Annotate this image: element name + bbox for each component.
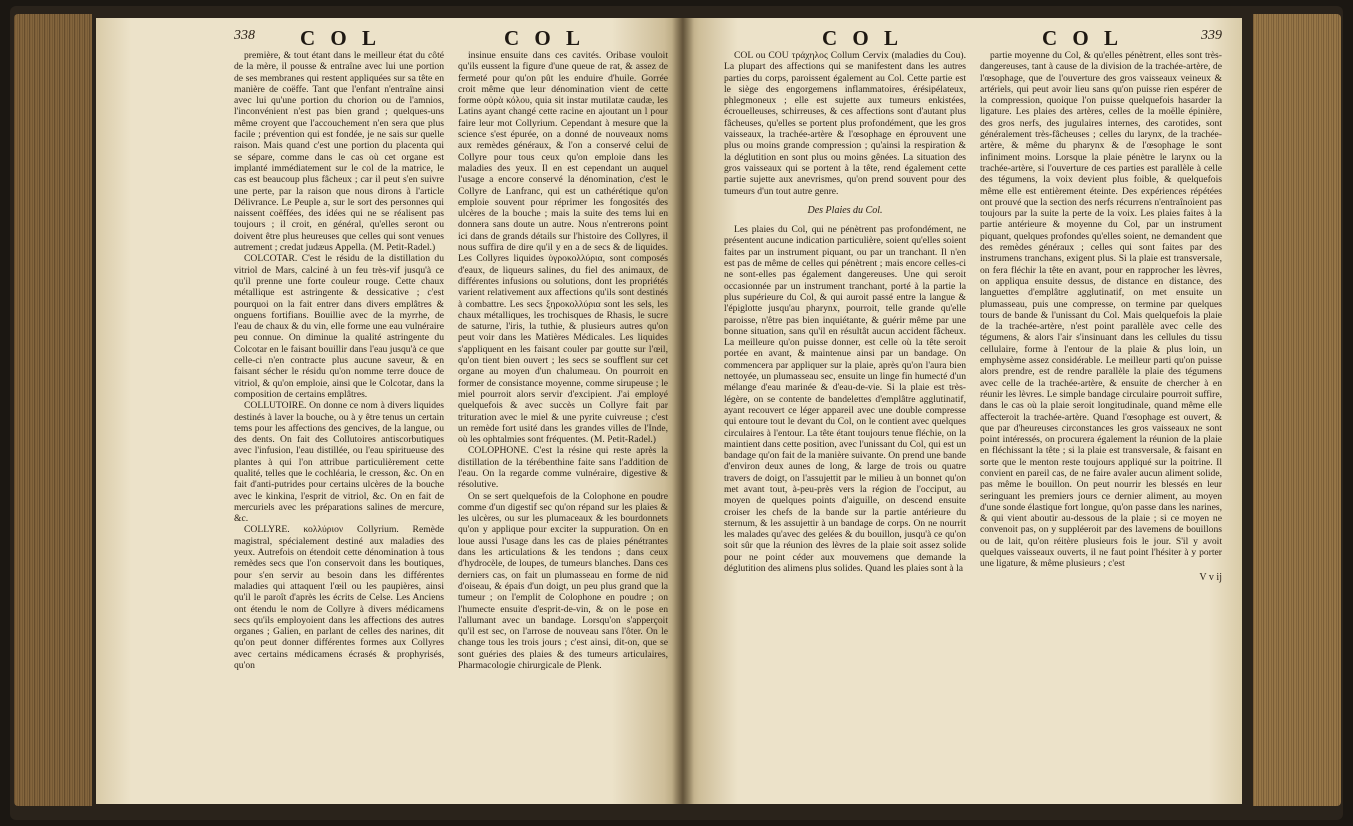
page-edges-right bbox=[1253, 14, 1341, 806]
book-gutter bbox=[672, 18, 694, 804]
section-heading: Des Plaies du Col. bbox=[807, 204, 883, 216]
running-head-title: C O L bbox=[822, 26, 904, 50]
paragraph: première, & tout étant dans le meilleur état du côté de la mère, il pousse & entraîne avec lui une portion de ses membranes qui restent appliquées sur sa tête en manière de coëffe. Tant que l'enfant n'entraîne ainsi avec lui qu'une portion du chorion ou de l'amnios, l'inconvénient n'est pas bien grand ; quelques-uns même croyent que l'accouchement n'en sera que plus facile ; prévention qui est fondée, je ne sais sur quelle raison. Mais quand c'est une portion du placenta qui se sépare, comme dans le cas où cet organe est implanté immédiatement sur le col de la matrice, le cas est beaucoup plus fâcheux ; car il peut s'en suivre une perte, par la raison que nous dirons à l'article Délivrance. Le Peuple a, sur le sort des personnes qui naissent coëffées, des idées qui ne se réalisent pas toujours ; il croit, en général, qu'elles seront ou doivent être plus heureuses que celles qui sont venues autrement ; credat judæus Appella. (M. Petit-Radel.) bbox=[234, 50, 444, 254]
paragraph: COL ou COU τράχηλος Collum Cervix (maladies du Cou). La plupart des affections qui se manifestent dans les autres parties du corps, paroissent également au Col. Cette partie est le siège des engorgemens inflammatoires, érésipélateux, phlegmoneux ; elle est sujette aux tumeurs enkistées, écrouelleuses, schirreuses, & ces affections sont d'autant plus fâcheuses, qu'elles se portent plus profondément, que les gros vaisseaux, la trachée-artère & l'œsophage en éprouvent une plus ou moins grande compression ; qu'ainsi la respiration & la déglutition en sont plus ou moins gênées. La situation des gros vaisseaux qui se portent à la tête, rend également cette partie sujette aux anevrismes, qu'on prend souvent pour des tumeurs d'un tout autre genre. bbox=[724, 50, 966, 197]
signature-mark: V v ij bbox=[1199, 571, 1222, 583]
paragraph: COLOPHONE. C'est la résine qui reste après la distillation de la térébenthine faite sans l'addition de l'eau. On la regarde comme vulnéraire, digestive & résolutive. bbox=[458, 445, 668, 491]
paragraph: COLLUTOIRE. On donne ce nom à divers liquides destinés à laver la bouche, ou à y être tenus un certain tems pour les affections des gencives, de la langue, ou des dents. On fait des Collutoires antiscorbutiques avec l'infusion, l'eau distillée, ou l'eau spiritueuse des plantes à qui l'on attribue particulièrement cette qualité, telles que le cochléaria, le cresson, &c. On en fait d'anti-putrides pour certains ulcères de la bouche avec le kinkina, l'esprit de vitriol, &c. On en fait de mercuriels avec les préparations salines de mercure, &c. bbox=[234, 400, 444, 525]
paragraph: insinue ensuite dans ces cavités. Oribase vouloit qu'ils eussent la figure d'une queue de rat, & assez de fermeté pour qu'on pût les enduire d'huile. Gorrée croit même que leur dénomination vient de cette forme οὐρὰ κόλου, quia sit instar mutilatæ caudæ, les Latins ayant changé cette racine en ajoutant un l pour faire leur mot Collyrium. Cependant à mesure que la science s'est épurée, on a donné de nouveaux noms aux remèdes généraux, & l'on a conservé celui de Collyre pour tous ceux qu'on emploie dans les maladies des yeux. Il en est cependant un auquel l'usage a encore conservé la dénomination, c'est le Collyre de Lanfranc, qui est un cathérétique qu'on emploie souvent pour réprimer les fongosités des ulcères de la bouche ; mais la suite des tems lui en donnera sans doute un autre. Nous n'entrerons point ici dans de grands détails sur l'histoire des Collyres, il nous suffira de dire qu'il y en a de secs & de liquides. Les Collyres liquides ὑγροκολλύρια, sont composés d'eaux, de liqueurs salines, du fiel des animaux, de différentes infusions ou solutions, dont les propriétés varient relativement aux affections qu'ils sont destinés à combattre. Les secs ξηροκολλύρια sont les sels, les chaux métalliques, les trochisques de Rhasis, le sucre de saturne, l'iris, la tuthie, & plusieurs autres qu'on peut voir dans les Matières Médicales. Les liquides s'appliquent en les faisant couler par goutte sur l'œil, qu'on tient bien ouvert ; les secs se soufflent sur cet organe au moyen d'un chalumeau. On pourroit en former de consistance moyenne, comme sirupeuse ; le miel pourroit alors servir d'excipient. J'ai employé quelquefois & avec succès un Collyre fait par trituration avec le miel & une pyrite cuivreuse ; c'est un remède fort usité dans les grandes villes de l'Inde, où les ophtalmies sont fréquentes. (M. Petit-Radel.) bbox=[458, 50, 668, 446]
running-head-title: C O L bbox=[1042, 26, 1124, 50]
text-column bbox=[980, 50, 1222, 786]
paragraph: COLLYRE. κολλύριον Collyrium. Remède magistral, spécialement destiné aux maladies des yeux. Autrefois on étendoit cette dénomination à tous remèdes secs que l'on conservoit dans les boutiques, pour s'en servir au besoin dans les différentes maladies qui attaquent l'œil ou les paupières, ainsi qu'il le paroît d'après les écrits de Celse. Les Anciens ont étendu le nom de Collyre à divers médicamens secs qu'ils employoient dans les affections des autres organes ; Galien, en parlant de celles des narines, dit qu'on peut donner différentes formes aux Collyres avec certains médicamens écrasés & prophyrisés, qu'on bbox=[234, 524, 444, 672]
running-head bbox=[724, 26, 1222, 50]
page-number: 338 bbox=[234, 28, 255, 43]
right-page bbox=[682, 18, 1242, 804]
text-column bbox=[234, 50, 444, 786]
running-head-title: C O L bbox=[300, 26, 382, 50]
page-number: 339 bbox=[1201, 28, 1222, 43]
paragraph: partie moyenne du Col, & qu'elles pénètrent, elles sont très-dangereuses, tant à cause de la division de la trachée-artère, de l'œsophage, que de l'ouverture des gros vaisseaux veineux & artériels, qui peut avoir lieu sans qu'on puisse rien espérer de la compression, quoique l'on puisse quelquefois hasarder la ligature. Les plaies des artères, celles de la moëlle épinière, des gros nerfs, des jugulaires internes, des carotides, sont généralement très-fâcheuses ; celles du larynx, de la trachée-artère, & même du pharynx & de l'œsophage le sont infiniment moins. Lorsque la plaie pénètre le larynx ou la trachée-artère, si l'ouverture de ces parties est parallèle à celle des tégumens, la voix devient plus foible, & quelquefois même elle est entièrement éteinte. Des expériences répétées ont prouvé que la section des nerfs récurrens n'entraînoient pas toujours par la suite la perte de la voix. Les plaies faites à la partie antérieure & moyenne du Col, par un instrument piquant, quelques profondes qu'elles soient, ne demandent que des remèdes généraux ; celles qui sont faites par des instrumens tranchans, exigent plus. Si la plaie est transversale, on fera fléchir la tête en avant, pour en rapprocher les lèvres, on appliqua ensuite dessus, de distance en distance, des languettes d'emplâtre agglutinatif, on met ensuite un plumasseau, puis une compresse, on termine par quelques tours de bande & l'unissant du Col. Mais quelquefois la plaie de la trachée-artère, n'est point parallèle avec celle des tégumens, & alors l'air s'insinuant dans les cellules du tissu cellulaire, forme à l'entour de la plaie & plus loin, un emphysème assez considérable. Le meilleur parti qu'on puisse alors prendre, est de rendre parallèle la plaie des tégumens avec celle de la trachée-artère, & ensuite de chercher à en réunir les lèvres. Le simple bandage circulaire pourroit suffire, dans le cas où la plaie seroit longitudinale, quand même elle affecteroit la trachée-artère. Quand l'œsophage est ouvert, & que par d'heureuses circonstances les gros vaisseaux ne sont point intéressés, on procurera également la réunion de la plaie en fléchissant la tête ; si la plaie est transversale, & faisant en sorte que le menton reste toujours appliqué sur la poitrine. Il convient en pareil cas, de ne faire avaler aucun aliment solide, pas même le bouillon. On peut nourrir les blessés en leur seringuant les premiers jours ce dernier aliment, au moyen d'une sonde élastique fort longue, qu'on passe dans les narines, & qui vient aboutir au-dessous de la plaie ; si ce moyen ne convenoit pas, on y suppléeroit par des lavemens de bouillons ou de lait, qu'on réitère plusieurs fois le jour. S'il y avoit quelques vaisseaux ouverts, il ne faut point l'hésiter à y porter une ligature, & même plusieurs ; c'est bbox=[980, 50, 1222, 570]
text-column bbox=[724, 50, 966, 786]
left-page bbox=[96, 18, 682, 804]
paragraph: On se sert quelquefois de la Colophone en poudre comme d'un digestif sec qu'on répand sur les plaies & les ulcères, ou sur les plumaceaux & les bourdonnets qu'on y applique pour exciter la suppuration. On en loue aussi l'usage dans les cas de plaies pénétrantes dans les articulations & les tendons ; dans ceux d'hydrocèle, de loupes, de tumeurs blanches. Dans ces derniers cas, on fait un plumasseau en forme de nid d'oiseau, & épais d'un doigt, un peu plus grand que la tumeur ; on l'emplit de Colophone en poudre ; on l'humecte ensuite d'esprit-de-vin, & on le pose en l'allumant avec un bandage. Lorsqu'on s'apperçoit qu'il est sec, on l'arrose de nouveau sans l'ôter. On le change tous les trois jours ; c'est ainsi, dit-on, que se sont guéries des plaies & des tumeurs articulaires, Pharmacologie chirurgicale de Plenk. bbox=[458, 490, 668, 672]
paragraph: COLCOTAR. C'est le résidu de la distillation du vitriol de Mars, calciné à un feu très-vif jusqu'à ce qu'il prenne une forte couleur rouge. Cette chaux métallique est astringente & dessicative ; c'est pourquoi on la fait entrer dans divers emplâtres & onguens fortifians. Bouillie avec de la myrrhe, de l'eau de chaux & du vin, elle forme une eau vulnéraire peu connue. On diminue la qualité astringente du Colcotar en le faisant bouillir dans l'eau jusqu'à ce que celle-ci n'en contracte plus aucune saveur, & en faisant sécher le résidu qu'on nomme terre douce de vitriol, & qu'on emploie, ainsi que le Colcotar, dans la composition de certains emplâtres. bbox=[234, 253, 444, 400]
running-head bbox=[234, 26, 668, 50]
paragraph: Les plaies du Col, qui ne pénètrent pas profondément, ne présentent aucune indication particulière, soient qu'elles soient faites par un instrument piquant, ou par un tranchant. Il n'en est pas de même de celles qui pénètrent ; mais encore celles-ci ne sont-elles pas également dangereuses. Une qui seroit occasionnée par un instrument tranchant, porté à la partie la plus supérieure du Col, & qui auroit passé entre la langue & l'épiglotte jusqu'au pharynx, pourroit, telle grande qu'elle paroisse, n'être pas bien inquiétante, & guérir même par une bonne situation, sans qu'il en résultât aucun accident fâcheux. La meilleure qu'on puisse donner, est celle où la tête seroit portée en avant, & maintenue ainsi par un bandage. On commencera par appliquer sur la plaie, après qu'on l'aura bien nettoyée, un plumasseau sec, ensuite un linge fin humecté d'un mélange d'eau marinée & d'eau-de-vie. Si la plaie est très-légère, on se contente de bandelettes d'emplâtre agglutinatif, ayant recouvert ce léger appareil avec une double compresse qui entoure tout le devant du Col, on le contient avec quelques circulaires à l'entour. La tête étant toujours tenue fléchie, on la maintient dans cette position, avec l'unissant du Col, qui est un bandage qu'on fait de la manière suivante. On prend une bande d'environ deux aunes de long, & large de trois ou quatre travers de doigt, on l'assujettit par le milieu à un bonnet qu'on met avant tout, à-peu-près vers la région de l'occiput, au moyen de quelques points d'aiguille, on descend ensuite croiser les chefs de la bande sur la partie antérieure du sternum, & les assujettir à un bandage de corps. On ne nourrit les malades qu'avec des gelées & du bouillon, jusqu'à ce qu'on soit sûr que la réunion des lèvres de la plaie soit assez solide pour ne point céder aux mouvemens que demande la déglutition des alimens plus solides. Quand les plaies sont à la bbox=[724, 224, 966, 575]
page-edges-left bbox=[14, 14, 92, 806]
running-head-title: C O L bbox=[504, 26, 586, 50]
text-column bbox=[458, 50, 668, 786]
